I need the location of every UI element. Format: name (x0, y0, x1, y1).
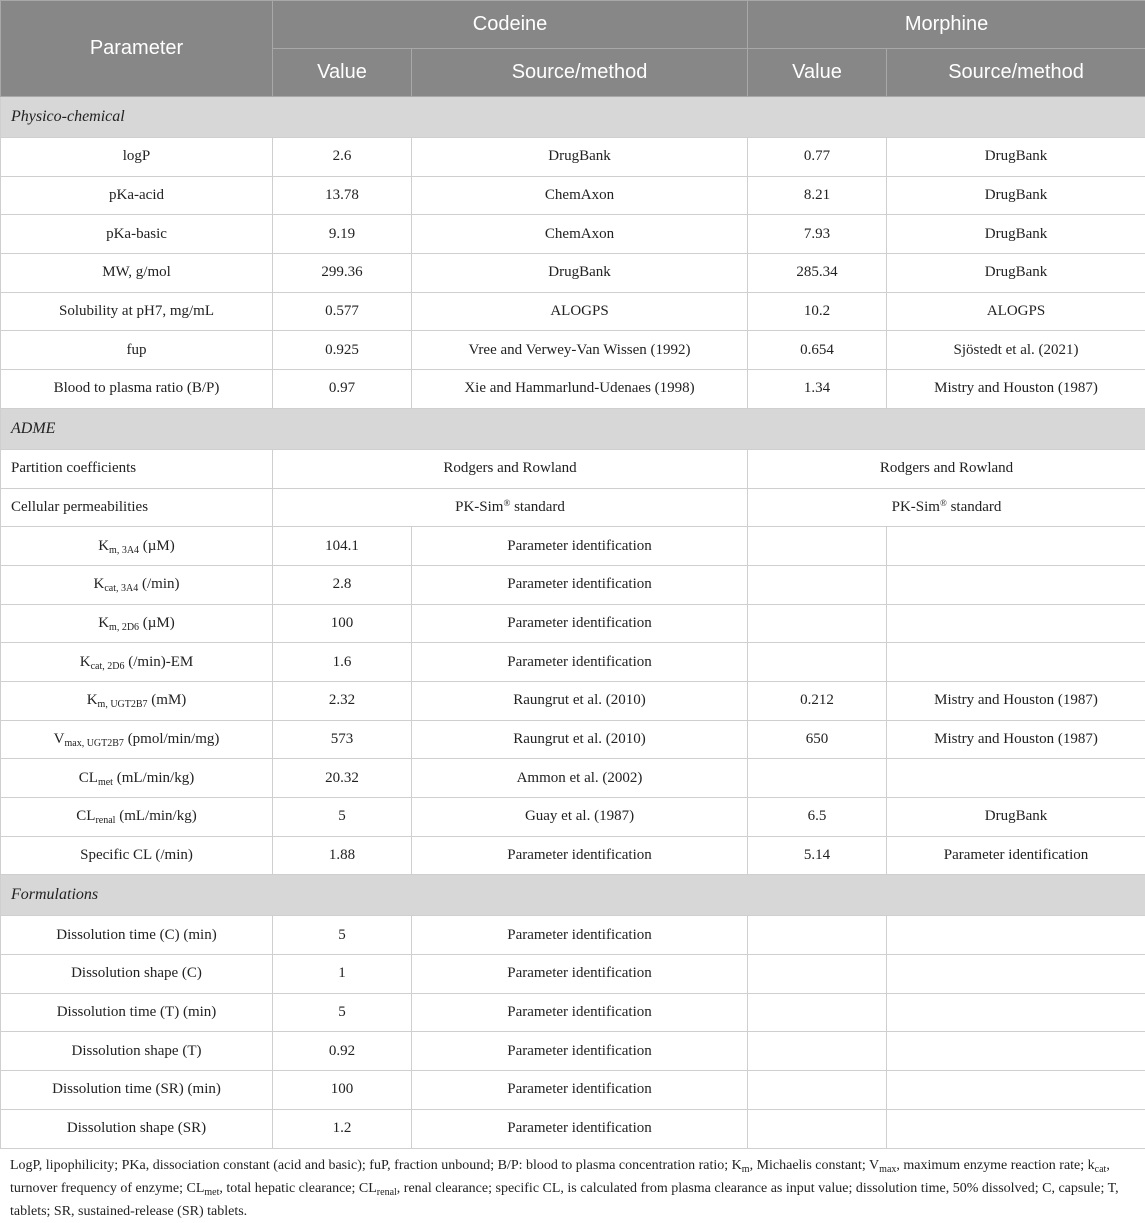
morphine-source-text: PK-Sim (892, 499, 940, 515)
codeine-value: 20.32 (273, 759, 412, 798)
morphine-value (748, 1071, 887, 1110)
parameter-name: Specific CL (/min) (1, 836, 273, 875)
codeine-source: Parameter identification (412, 527, 748, 566)
codeine-source: Parameter identification (412, 1071, 748, 1110)
table-row (1, 955, 1145, 994)
morphine-source (887, 1109, 1145, 1148)
table-row (1, 836, 1145, 875)
morphine-value: 285.34 (748, 254, 887, 293)
header-morphine-source: Source/method (887, 49, 1145, 97)
parameter-subscript: m, 2D6 (109, 622, 139, 633)
codeine-source-tail: standard (510, 499, 565, 515)
morphine-source: DrugBank (887, 254, 1145, 293)
parameter-name (1, 798, 273, 837)
morphine-source: Mistry and Houston (1987) (887, 720, 1145, 759)
morphine-value: 0.654 (748, 331, 887, 370)
parameter-symbol: K (80, 654, 91, 670)
morphine-value (748, 955, 887, 994)
morphine-value: 6.5 (748, 798, 887, 837)
parameter-name (1, 759, 273, 798)
header-codeine-value: Value (273, 49, 412, 97)
codeine-source: Parameter identification (412, 643, 748, 682)
table-row (1, 176, 1145, 215)
codeine-value: 0.925 (273, 331, 412, 370)
codeine-source: Parameter identification (412, 565, 748, 604)
table-row (1, 449, 1145, 488)
table-row (1, 331, 1145, 370)
morphine-source (887, 1071, 1145, 1110)
codeine-source: ALOGPS (412, 292, 748, 331)
codeine-source: Ammon et al. (2002) (412, 759, 748, 798)
parameter-name (1, 527, 273, 566)
parameter-name: Dissolution time (T) (min) (1, 993, 273, 1032)
codeine-source: Parameter identification (412, 916, 748, 955)
morphine-source (887, 604, 1145, 643)
parameter-unit: (µM) (139, 538, 175, 554)
morphine-source: ALOGPS (887, 292, 1145, 331)
codeine-value: 5 (273, 916, 412, 955)
morphine-value (748, 993, 887, 1032)
codeine-value: 5 (273, 993, 412, 1032)
table-row (1, 215, 1145, 254)
parameter-name: MW, g/mol (1, 254, 273, 293)
codeine-value: 0.92 (273, 1032, 412, 1071)
table-row (1, 604, 1145, 643)
codeine-source: DrugBank (412, 254, 748, 293)
codeine-value: 100 (273, 604, 412, 643)
parameter-unit: (/min) (138, 576, 179, 592)
codeine-value: 2.32 (273, 681, 412, 720)
section-row (1, 408, 1145, 449)
parameter-subscript: max, UGT2B7 (64, 738, 123, 749)
section-row (1, 97, 1145, 138)
morphine-value: 0.77 (748, 138, 887, 177)
parameter-subscript: met (98, 777, 113, 788)
morphine-value: 650 (748, 720, 887, 759)
parameter-name: Blood to plasma ratio (B/P) (1, 370, 273, 409)
table-row (1, 643, 1145, 682)
morphine-source (887, 527, 1145, 566)
table-row (1, 1109, 1145, 1148)
parameter-symbol: K (87, 692, 98, 708)
morphine-value: 0.212 (748, 681, 887, 720)
table-row (1, 565, 1145, 604)
parameter-name (1, 565, 273, 604)
parameter-name: Dissolution shape (T) (1, 1032, 273, 1071)
section-title: ADME (1, 408, 1145, 449)
registered-mark: ® (940, 498, 947, 508)
section-title: Physico-chemical (1, 97, 1145, 138)
morphine-source-text: Rodgers and Rowland (880, 460, 1013, 476)
parameter-subscript: cat, 3A4 (104, 583, 138, 594)
section-title: Formulations (1, 875, 1145, 916)
parameter-name: Dissolution time (SR) (min) (1, 1071, 273, 1110)
morphine-value (748, 565, 887, 604)
parameter-name: Dissolution shape (SR) (1, 1109, 273, 1148)
codeine-merged-source (273, 449, 748, 488)
morphine-value (748, 1032, 887, 1071)
morphine-value: 10.2 (748, 292, 887, 331)
parameter-name: Solubility at pH7, mg/mL (1, 292, 273, 331)
parameter-name: Dissolution time (C) (min) (1, 916, 273, 955)
codeine-value: 573 (273, 720, 412, 759)
morphine-source: DrugBank (887, 138, 1145, 177)
table-row (1, 292, 1145, 331)
codeine-value: 0.577 (273, 292, 412, 331)
codeine-value: 1.2 (273, 1109, 412, 1148)
parameter-symbol: CL (76, 808, 95, 824)
table-row (1, 1071, 1145, 1110)
table-row (1, 681, 1145, 720)
table-row (1, 1032, 1145, 1071)
table-header (1, 1, 1145, 97)
codeine-source: Parameter identification (412, 1032, 748, 1071)
parameter-name: Cellular permeabilities (1, 488, 273, 527)
parameter-name: logP (1, 138, 273, 177)
parameter-symbol: K (98, 615, 109, 631)
table-footnote: LogP, lipophilicity; PKa, dissociation constant (acid and basic); fuP, fraction unbound; B/P: blood to plasma concentration ratio; $K_m$, Michaelis constant; $V_{max}$, maximum enzyme reaction rate; $k_{cat}$, turnover frequency of enzyme; $CL_{met}$, total hepatic clearance; $CL_{renal}$, renal clearance; specific CL, is calculated from plasma clearance as input value; dissolution time, 50% dissolved; C, capsule; T, tablets; SR, sustained-release (SR) tablets. (0, 1149, 1145, 1223)
parameter-unit: (/min)-EM (124, 654, 193, 670)
morphine-value (748, 604, 887, 643)
parameter-unit: (mL/min/kg) (115, 808, 196, 824)
parameter-subscript: cat, 2D6 (91, 661, 125, 672)
header-codeine-source: Source/method (412, 49, 748, 97)
morphine-source: DrugBank (887, 176, 1145, 215)
morphine-source (887, 993, 1145, 1032)
parameter-subscript: m, UGT2B7 (98, 699, 148, 710)
parameter-symbol: CL (79, 770, 98, 786)
parameter-name (1, 681, 273, 720)
table-row (1, 370, 1145, 409)
morphine-value (748, 527, 887, 566)
codeine-source: ChemAxon (412, 176, 748, 215)
codeine-value: 2.6 (273, 138, 412, 177)
morphine-value (748, 1109, 887, 1148)
morphine-source: DrugBank (887, 215, 1145, 254)
parameter-name (1, 604, 273, 643)
morphine-value: 8.21 (748, 176, 887, 215)
morphine-source: Sjöstedt et al. (2021) (887, 331, 1145, 370)
parameter-symbol: K (98, 538, 109, 554)
parameter-subscript: m, 3A4 (109, 545, 139, 556)
header-morphine-value: Value (748, 49, 887, 97)
codeine-value: 100 (273, 1071, 412, 1110)
parameter-name: Partition coefficients (1, 449, 273, 488)
header-parameter: Parameter (1, 1, 273, 97)
parameter-name: pKa-acid (1, 176, 273, 215)
codeine-source: Guay et al. (1987) (412, 798, 748, 837)
codeine-source: Parameter identification (412, 1109, 748, 1148)
codeine-source: ChemAxon (412, 215, 748, 254)
morphine-source (887, 643, 1145, 682)
morphine-source: Mistry and Houston (1987) (887, 681, 1145, 720)
morphine-value (748, 643, 887, 682)
codeine-source-text: PK-Sim (455, 499, 503, 515)
parameter-name: Dissolution shape (C) (1, 955, 273, 994)
codeine-source-text: Rodgers and Rowland (443, 460, 576, 476)
morphine-source (887, 916, 1145, 955)
codeine-source: Vree and Verwey-Van Wissen (1992) (412, 331, 748, 370)
morphine-merged-source (748, 488, 1145, 527)
parameter-unit: (pmol/min/mg) (124, 731, 219, 747)
morphine-source (887, 759, 1145, 798)
codeine-source: Parameter identification (412, 955, 748, 994)
parameter-unit: (mL/min/kg) (113, 770, 194, 786)
table-row (1, 798, 1145, 837)
morphine-source: Mistry and Houston (1987) (887, 370, 1145, 409)
codeine-source: Parameter identification (412, 993, 748, 1032)
table-row (1, 527, 1145, 566)
codeine-source: DrugBank (412, 138, 748, 177)
morphine-source: DrugBank (887, 798, 1145, 837)
morphine-source: Parameter identification (887, 836, 1145, 875)
morphine-value: 5.14 (748, 836, 887, 875)
codeine-value: 9.19 (273, 215, 412, 254)
morphine-source (887, 565, 1145, 604)
table-row (1, 993, 1145, 1032)
parameter-unit: (mM) (148, 692, 187, 708)
parameter-name (1, 720, 273, 759)
codeine-value: 299.36 (273, 254, 412, 293)
table-body (1, 97, 1145, 1149)
morphine-source (887, 955, 1145, 994)
table-row (1, 254, 1145, 293)
codeine-merged-source (273, 488, 748, 527)
parameter-subscript: renal (95, 815, 115, 826)
morphine-merged-source (748, 449, 1145, 488)
header-morphine: Morphine (748, 1, 1145, 49)
codeine-source: Raungrut et al. (2010) (412, 720, 748, 759)
parameter-name: fup (1, 331, 273, 370)
parameter-name: pKa-basic (1, 215, 273, 254)
codeine-value: 5 (273, 798, 412, 837)
morphine-value (748, 759, 887, 798)
morphine-value (748, 916, 887, 955)
morphine-value: 7.93 (748, 215, 887, 254)
codeine-source: Parameter identification (412, 836, 748, 875)
codeine-source: Parameter identification (412, 604, 748, 643)
morphine-source (887, 1032, 1145, 1071)
table-row (1, 916, 1145, 955)
section-row (1, 875, 1145, 916)
header-codeine: Codeine (273, 1, 748, 49)
registered-mark: ® (503, 498, 510, 508)
codeine-value: 1.88 (273, 836, 412, 875)
table-row (1, 759, 1145, 798)
morphine-source-tail: standard (947, 499, 1002, 515)
parameter-symbol: V (54, 731, 65, 747)
codeine-value: 2.8 (273, 565, 412, 604)
table-row (1, 720, 1145, 759)
codeine-value: 1 (273, 955, 412, 994)
codeine-value: 104.1 (273, 527, 412, 566)
table-row (1, 488, 1145, 527)
parameter-unit: (µM) (139, 615, 175, 631)
morphine-value: 1.34 (748, 370, 887, 409)
codeine-value: 13.78 (273, 176, 412, 215)
parameter-symbol: K (94, 576, 105, 592)
codeine-value: 0.97 (273, 370, 412, 409)
table-row (1, 138, 1145, 177)
codeine-source: Xie and Hammarlund-Udenaes (1998) (412, 370, 748, 409)
parameter-name (1, 643, 273, 682)
codeine-value: 1.6 (273, 643, 412, 682)
codeine-source: Raungrut et al. (2010) (412, 681, 748, 720)
